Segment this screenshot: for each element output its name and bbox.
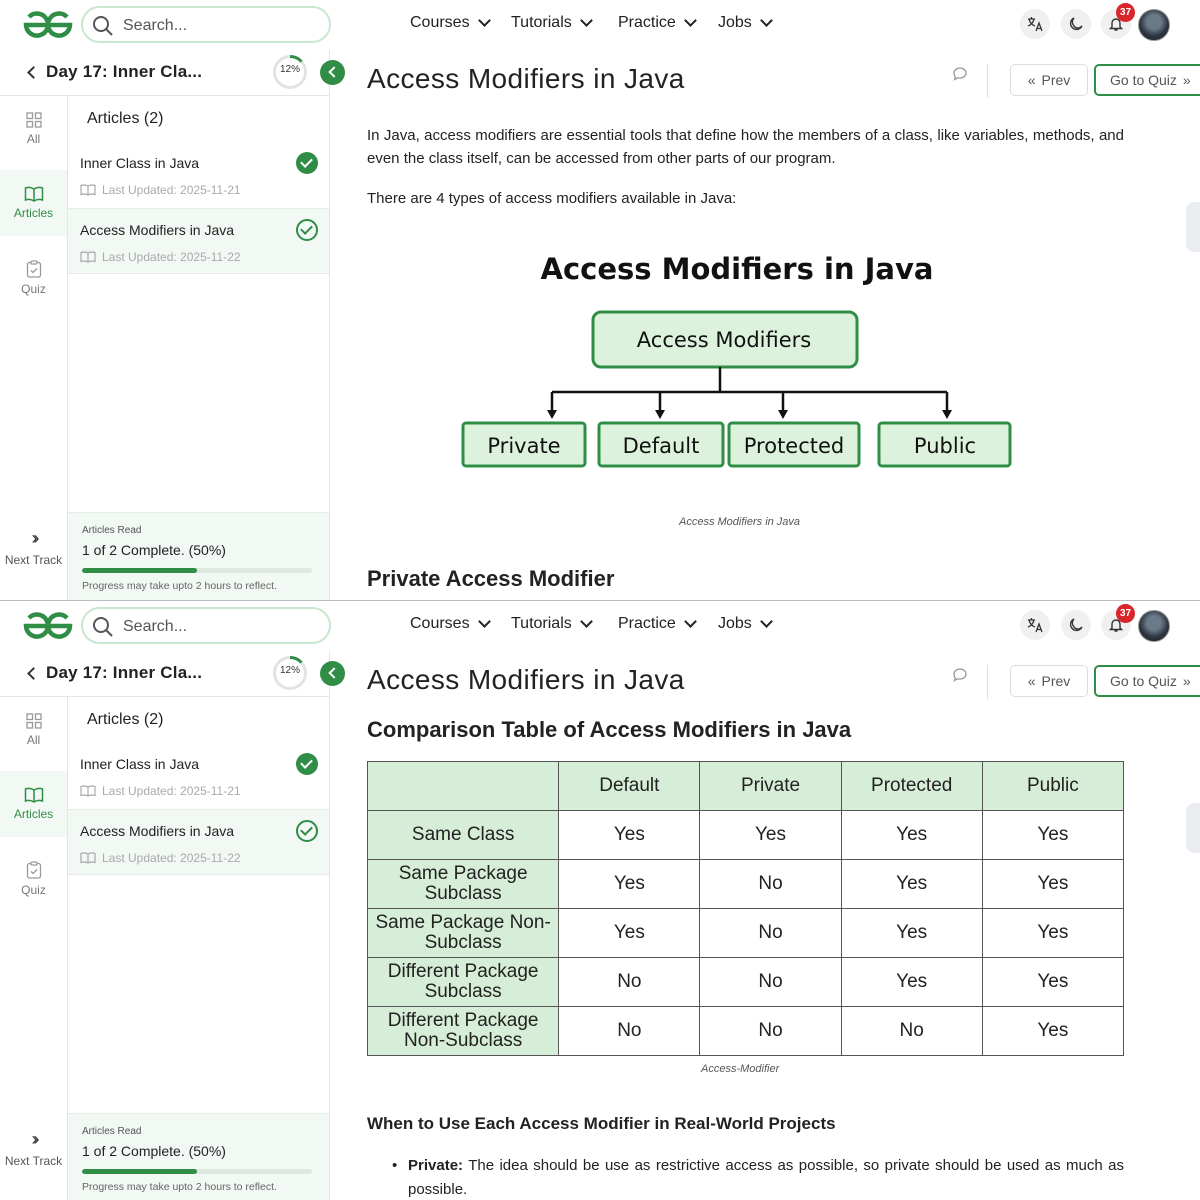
double-chevron-left-icon: « bbox=[1027, 673, 1036, 689]
chevron-down-icon bbox=[684, 615, 697, 628]
grid-icon bbox=[26, 112, 42, 128]
diagram-root-label: Access Modifiers bbox=[636, 328, 812, 352]
table-cell: Yes bbox=[559, 860, 700, 909]
page-title: Access Modifiers in Java bbox=[367, 63, 685, 94]
table-row bbox=[368, 909, 1124, 958]
mark-complete-icon[interactable] bbox=[296, 219, 318, 241]
progress-ring bbox=[272, 54, 308, 90]
grid-icon bbox=[26, 713, 42, 729]
table-cell: No bbox=[700, 909, 841, 958]
next-track-button[interactable]: ›› Next Track bbox=[0, 528, 67, 567]
chevron-down-icon bbox=[478, 14, 491, 27]
table-header-cell: Private bbox=[700, 762, 841, 811]
gfg-logo[interactable] bbox=[22, 10, 74, 40]
table-header-cell: Protected bbox=[841, 762, 982, 811]
table-row-header: Different Package Non-Subclass bbox=[368, 1007, 559, 1056]
table-row bbox=[368, 860, 1124, 909]
menu-jobs[interactable]: Jobs bbox=[718, 615, 771, 633]
table-cell: Yes bbox=[559, 909, 700, 958]
chevron-down-icon bbox=[580, 615, 593, 628]
menu-practice[interactable]: Practice bbox=[618, 615, 695, 633]
diagram-label-public: Public bbox=[913, 434, 977, 458]
diagram-label-private: Private bbox=[487, 434, 561, 458]
table-caption: Access-Modifier bbox=[701, 1063, 780, 1075]
table-header-cell bbox=[368, 762, 559, 811]
gfg-logo[interactable] bbox=[22, 611, 74, 641]
avatar[interactable] bbox=[1138, 610, 1170, 642]
last-updated: Last Updated: 2025-11-22 bbox=[102, 851, 241, 865]
table-cell: Yes bbox=[982, 909, 1123, 958]
completed-check-icon bbox=[296, 753, 318, 775]
clipboard-icon bbox=[26, 260, 42, 278]
search-input[interactable] bbox=[81, 607, 331, 644]
progress-percent: 12% bbox=[279, 665, 300, 676]
rail-quiz[interactable]: Quiz bbox=[0, 845, 67, 911]
table-row-header: Same Class bbox=[368, 811, 559, 860]
double-chevron-right-icon: ›› bbox=[31, 1129, 36, 1149]
double-chevron-left-icon: « bbox=[1027, 72, 1036, 88]
table-row-header: Same Package Subclass bbox=[368, 860, 559, 909]
table-cell: Yes bbox=[841, 811, 982, 860]
articles-read-summary: Articles Read 1 of 2 Complete. (50%) Progress may take upto 2 hours to reflect. bbox=[68, 1113, 329, 1200]
go-to-quiz-button[interactable]: Go to Quiz » bbox=[1094, 64, 1200, 96]
table-cell: No bbox=[559, 1007, 700, 1056]
top-nav bbox=[0, 601, 1200, 651]
translate-icon[interactable] bbox=[1020, 610, 1050, 640]
menu-jobs[interactable]: Jobs bbox=[718, 14, 771, 32]
diagram-label-protected: Protected bbox=[743, 434, 845, 458]
notification-badge: 37 bbox=[1116, 3, 1135, 22]
chevron-down-icon bbox=[760, 14, 773, 27]
go-to-quiz-button[interactable]: Go to Quiz » bbox=[1094, 665, 1200, 697]
search-input[interactable] bbox=[81, 6, 331, 43]
rail-all[interactable]: All bbox=[0, 96, 67, 162]
mark-complete-icon[interactable] bbox=[296, 820, 318, 842]
comment-icon[interactable] bbox=[952, 667, 968, 683]
table-cell: No bbox=[559, 958, 700, 1007]
dark-mode-icon[interactable] bbox=[1061, 9, 1091, 39]
screenshot-bottom bbox=[0, 600, 1200, 1200]
back-icon[interactable] bbox=[27, 66, 40, 79]
bullet-text: The idea should be use as restrictive access as possible, so private should be used as much as possible. bbox=[408, 1157, 1124, 1198]
avatar[interactable] bbox=[1138, 9, 1170, 41]
table-cell: No bbox=[841, 1007, 982, 1056]
access-modifiers-diagram bbox=[450, 245, 1050, 475]
double-chevron-right-icon: » bbox=[1182, 72, 1191, 88]
table-cell: Yes bbox=[841, 958, 982, 1007]
search-placeholder: Search... bbox=[123, 17, 188, 34]
article-list bbox=[68, 96, 330, 600]
chevron-down-icon bbox=[684, 14, 697, 27]
table-cell: Yes bbox=[982, 811, 1123, 860]
types-paragraph: There are 4 types of access modifiers available in Java: bbox=[367, 190, 737, 207]
collapse-sidebar-button[interactable] bbox=[320, 60, 345, 85]
notification-badge: 37 bbox=[1116, 604, 1135, 623]
read-progress-fill bbox=[82, 568, 197, 573]
last-updated: Last Updated: 2025-11-21 bbox=[102, 784, 241, 798]
diagram-caption: Access Modifiers in Java bbox=[679, 516, 801, 528]
read-progress-bar bbox=[82, 568, 312, 573]
search-icon bbox=[92, 15, 114, 37]
progress-ring bbox=[272, 655, 308, 691]
course-header bbox=[0, 50, 330, 96]
book-icon bbox=[80, 251, 96, 263]
table-row bbox=[368, 1007, 1124, 1056]
double-chevron-right-icon: » bbox=[1182, 673, 1191, 689]
table-cell: Yes bbox=[841, 909, 982, 958]
table-cell: No bbox=[700, 860, 841, 909]
table-cell: Yes bbox=[982, 958, 1123, 1007]
clipboard-icon bbox=[26, 861, 42, 879]
rail-articles[interactable]: Articles bbox=[0, 170, 67, 236]
comment-icon[interactable] bbox=[952, 66, 968, 82]
article-list-header: Articles (2) bbox=[87, 110, 164, 127]
course-sidebar bbox=[0, 651, 330, 1200]
next-track-button[interactable]: ›› Next Track bbox=[0, 1129, 67, 1168]
chevron-down-icon bbox=[760, 615, 773, 628]
table-header-cell: Default bbox=[559, 762, 700, 811]
bullet-label: Private: bbox=[408, 1157, 464, 1174]
collapse-sidebar-button[interactable] bbox=[320, 661, 345, 686]
sidebar-rail bbox=[0, 697, 68, 1200]
dark-mode-icon[interactable] bbox=[1061, 610, 1091, 640]
menu-courses[interactable]: Courses bbox=[410, 615, 489, 633]
search-icon bbox=[92, 616, 114, 638]
table-header-row bbox=[368, 762, 1124, 811]
table-cell: No bbox=[700, 1007, 841, 1056]
book-icon bbox=[80, 785, 96, 797]
table-row-header: Different Package Subclass bbox=[368, 958, 559, 1007]
article-list-header: Articles (2) bbox=[87, 711, 164, 728]
read-progress-bar bbox=[82, 1169, 312, 1174]
back-icon[interactable] bbox=[27, 667, 40, 680]
side-tab-handle[interactable] bbox=[1186, 803, 1200, 853]
table-cell: Yes bbox=[841, 860, 982, 909]
sidebar-rail bbox=[0, 96, 68, 600]
read-progress-fill bbox=[82, 1169, 197, 1174]
table-row-header: Same Package Non-Subclass bbox=[368, 909, 559, 958]
page-title: Access Modifiers in Java bbox=[367, 664, 685, 695]
top-nav bbox=[0, 0, 1200, 50]
book-icon bbox=[24, 787, 44, 803]
course-header bbox=[0, 651, 330, 697]
last-updated: Last Updated: 2025-11-21 bbox=[102, 183, 241, 197]
translate-icon[interactable] bbox=[1020, 9, 1050, 39]
double-chevron-right-icon: ›› bbox=[31, 528, 36, 548]
course-title[interactable]: Day 17: Inner Cla... bbox=[46, 663, 203, 682]
course-sidebar bbox=[0, 50, 330, 600]
chevron-down-icon bbox=[580, 14, 593, 27]
last-updated: Last Updated: 2025-11-22 bbox=[102, 250, 241, 264]
table-cell: Yes bbox=[982, 1007, 1123, 1056]
list-item bbox=[408, 1154, 1124, 1200]
prev-button[interactable]: « Prev bbox=[1010, 665, 1088, 697]
rail-all[interactable]: All bbox=[0, 697, 67, 763]
comparison-table bbox=[367, 761, 1124, 1056]
progress-percent: 12% bbox=[279, 64, 300, 75]
diagram-title: Access Modifiers in Java bbox=[540, 252, 934, 286]
usage-heading: When to Use Each Access Modifier in Real-World Projects bbox=[367, 1114, 836, 1133]
intro-paragraph: In Java, access modifiers are essential tools that define how the members of a class, like variables, methods, and even the class itself, can be accessed from other parts of our program. bbox=[367, 127, 1124, 167]
table-row bbox=[368, 811, 1124, 860]
book-icon bbox=[80, 184, 96, 196]
table-cell: Yes bbox=[700, 811, 841, 860]
diagram-label-default: Default bbox=[622, 434, 700, 458]
table-heading: Comparison Table of Access Modifiers in Java bbox=[367, 717, 852, 742]
table-cell: Yes bbox=[559, 811, 700, 860]
search-placeholder: Search... bbox=[123, 618, 188, 635]
completed-check-icon bbox=[296, 152, 318, 174]
menu-practice[interactable]: Practice bbox=[618, 14, 695, 32]
table-cell: Yes bbox=[982, 860, 1123, 909]
rail-articles[interactable]: Articles bbox=[0, 771, 67, 837]
article-content bbox=[345, 651, 1200, 1200]
private-heading: Private Access Modifier bbox=[367, 566, 615, 591]
course-title[interactable]: Day 17: Inner Cla... bbox=[46, 62, 203, 81]
article-content bbox=[345, 50, 1200, 600]
rail-quiz[interactable]: Quiz bbox=[0, 244, 67, 310]
chevron-down-icon bbox=[478, 615, 491, 628]
table-header-cell: Public bbox=[982, 762, 1123, 811]
prev-button[interactable]: « Prev bbox=[1010, 64, 1088, 96]
list-item-access-modifiers[interactable]: Access Modifiers in Java Last Updated: 2025-11-22 bbox=[68, 809, 329, 875]
book-icon bbox=[24, 186, 44, 202]
list-item-inner-class[interactable]: Inner Class in Java Last Updated: 2025-11-21 bbox=[68, 142, 329, 208]
menu-courses[interactable]: Courses bbox=[410, 14, 489, 32]
table-cell: No bbox=[700, 958, 841, 1007]
book-icon bbox=[80, 852, 96, 864]
side-tab-handle[interactable] bbox=[1186, 202, 1200, 252]
table-row bbox=[368, 958, 1124, 1007]
articles-read-summary: Articles Read 1 of 2 Complete. (50%) Progress may take upto 2 hours to reflect. bbox=[68, 512, 329, 600]
list-item-access-modifiers[interactable]: Access Modifiers in Java Last Updated: 2025-11-22 bbox=[68, 208, 329, 274]
article-list bbox=[68, 697, 330, 1200]
menu-tutorials[interactable]: Tutorials bbox=[511, 14, 591, 32]
menu-tutorials[interactable]: Tutorials bbox=[511, 615, 591, 633]
list-item-inner-class[interactable]: Inner Class in Java Last Updated: 2025-11-21 bbox=[68, 743, 329, 809]
